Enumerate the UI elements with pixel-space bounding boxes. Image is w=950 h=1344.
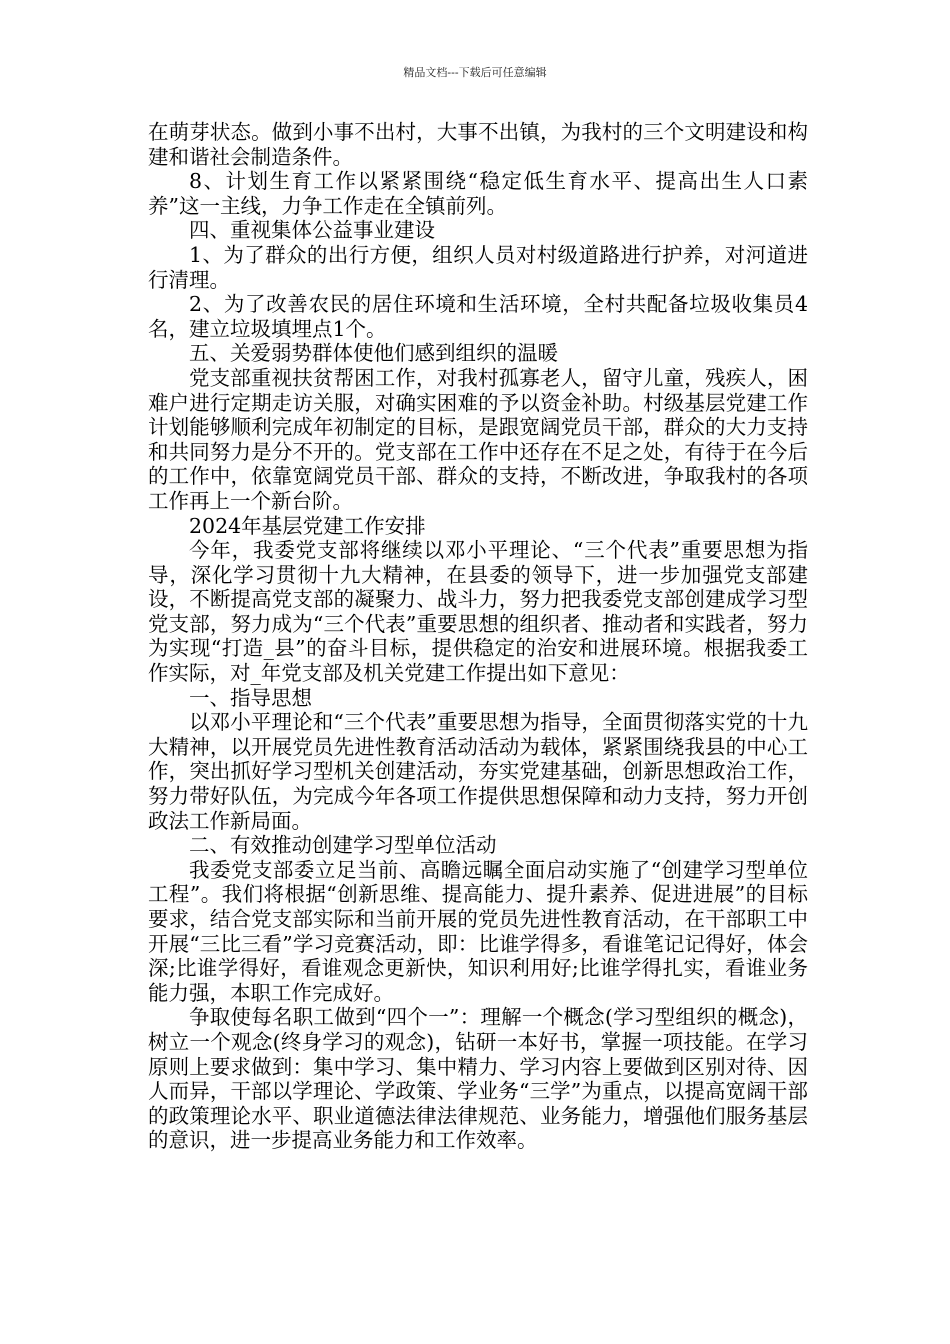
section-heading: 二、有效推动创建学习型单位活动 bbox=[189, 833, 497, 858]
paragraph: 8、计划生育工作以紧紧围绕“稳定低生育水平、提高出生人口素养”这一主线，力争工作走在全镇前列。 bbox=[148, 169, 808, 218]
page-header: 精品文档---下载后可任意编辑 bbox=[403, 66, 547, 79]
paragraph: 1、为了群众的出行方便，组织人员对村级道路进行护养，对河道进行清理。 bbox=[148, 242, 808, 292]
paragraph: 党支部重视扶贫帮困工作，对我村孤寡老人，留守儿童，残疾人，困难户进行定期走访关服，对确实困难的予以资金补助。村级基层党建工作计划能够顺利完成年初制定的目标，是跟宽阔党员干部，群众的大力支持和共同努力是分不开的。党支部在工作中还存在不足之处，有待于在今后的工作中，依靠宽阔党员干部、群众的支持，不断改进，争取我村的各项工作再上一个新台阶。 bbox=[148, 365, 808, 513]
paragraph: 2、为了改善农民的居住环境和生活环境，全村共配备垃圾收集员4名，建立垃圾填埋点1个。 bbox=[148, 292, 808, 341]
section-heading: 五、关爱弱势群体使他们感到组织的温暖 bbox=[189, 341, 558, 366]
paragraph: 我委党支部委立足当前、高瞻远瞩全面启动实施了“创建学习型单位工程”。我们将根据“创新思维、提高能力、提升素养、促进进展”的目标要求，结合党支部实际和当前开展的党员先进性教育活动，在干部职工中开展“三比三看”学习竞赛活动，即：比谁学得多，看谁笔记记得好，体会深;比谁学得好，看谁观念更新快，知识利用好;比谁学得扎实，看谁业务能力强，本职工作完成好。 bbox=[148, 857, 808, 1005]
paragraph: 在萌芽状态。做到小事不出村，大事不出镇，为我村的三个文明建设和构建和谐社会制造条件。 bbox=[148, 120, 808, 169]
section-heading: 一、指导思想 bbox=[189, 685, 312, 710]
document-body bbox=[148, 120, 808, 1153]
paragraph: 争取使每名职工做到“四个一”：理解一个概念(学习型组织的概念)，树立一个观念(终身学习的观念)，钻研一本好书，掌握一项技能。在学习原则上要求做到：集中学习、集中精力、学习内容上要做到区别对待、因人而异，干部以学理论、学政策、学业务“三学”为重点，以提高宽阔干部的政策理论水平、职业道德法律法律规范、业务能力，增强他们服务基层的意识，进一步提高业务能力和工作效率。 bbox=[148, 1005, 808, 1153]
section-heading: 四、重视集体公益事业建设 bbox=[189, 218, 435, 243]
paragraph: 今年，我委党支部将继续以邓小平理论、“三个代表”重要思想为指导，深化学习贯彻十九大精神，在县委的领导下，进一步加强党支部建设，不断提高党支部的凝聚力、战斗力，努力把我委党支部创建成学习型党支部，努力成为“三个代表”重要思想的组织者、推动者和实践者，努力为实现“打造_县”的奋斗目标，提供稳定的治安和进展环境。根据我委工作实际，对_年党支部及机关党建工作提出如下意见： bbox=[148, 538, 808, 686]
document-title: 2024年基层党建工作安排 bbox=[189, 513, 426, 538]
paragraph: 以邓小平理论和“三个代表”重要思想为指导，全面贯彻落实党的十九大精神，以开展党员先进性教育活动活动为载体，紧紧围绕我县的中心工作，突出抓好学习型机关创建活动，夯实党建基础，创新思想政治工作，努力带好队伍，为完成今年各项工作提供思想保障和动力支持，努力开创政法工作新局面。 bbox=[148, 710, 808, 833]
